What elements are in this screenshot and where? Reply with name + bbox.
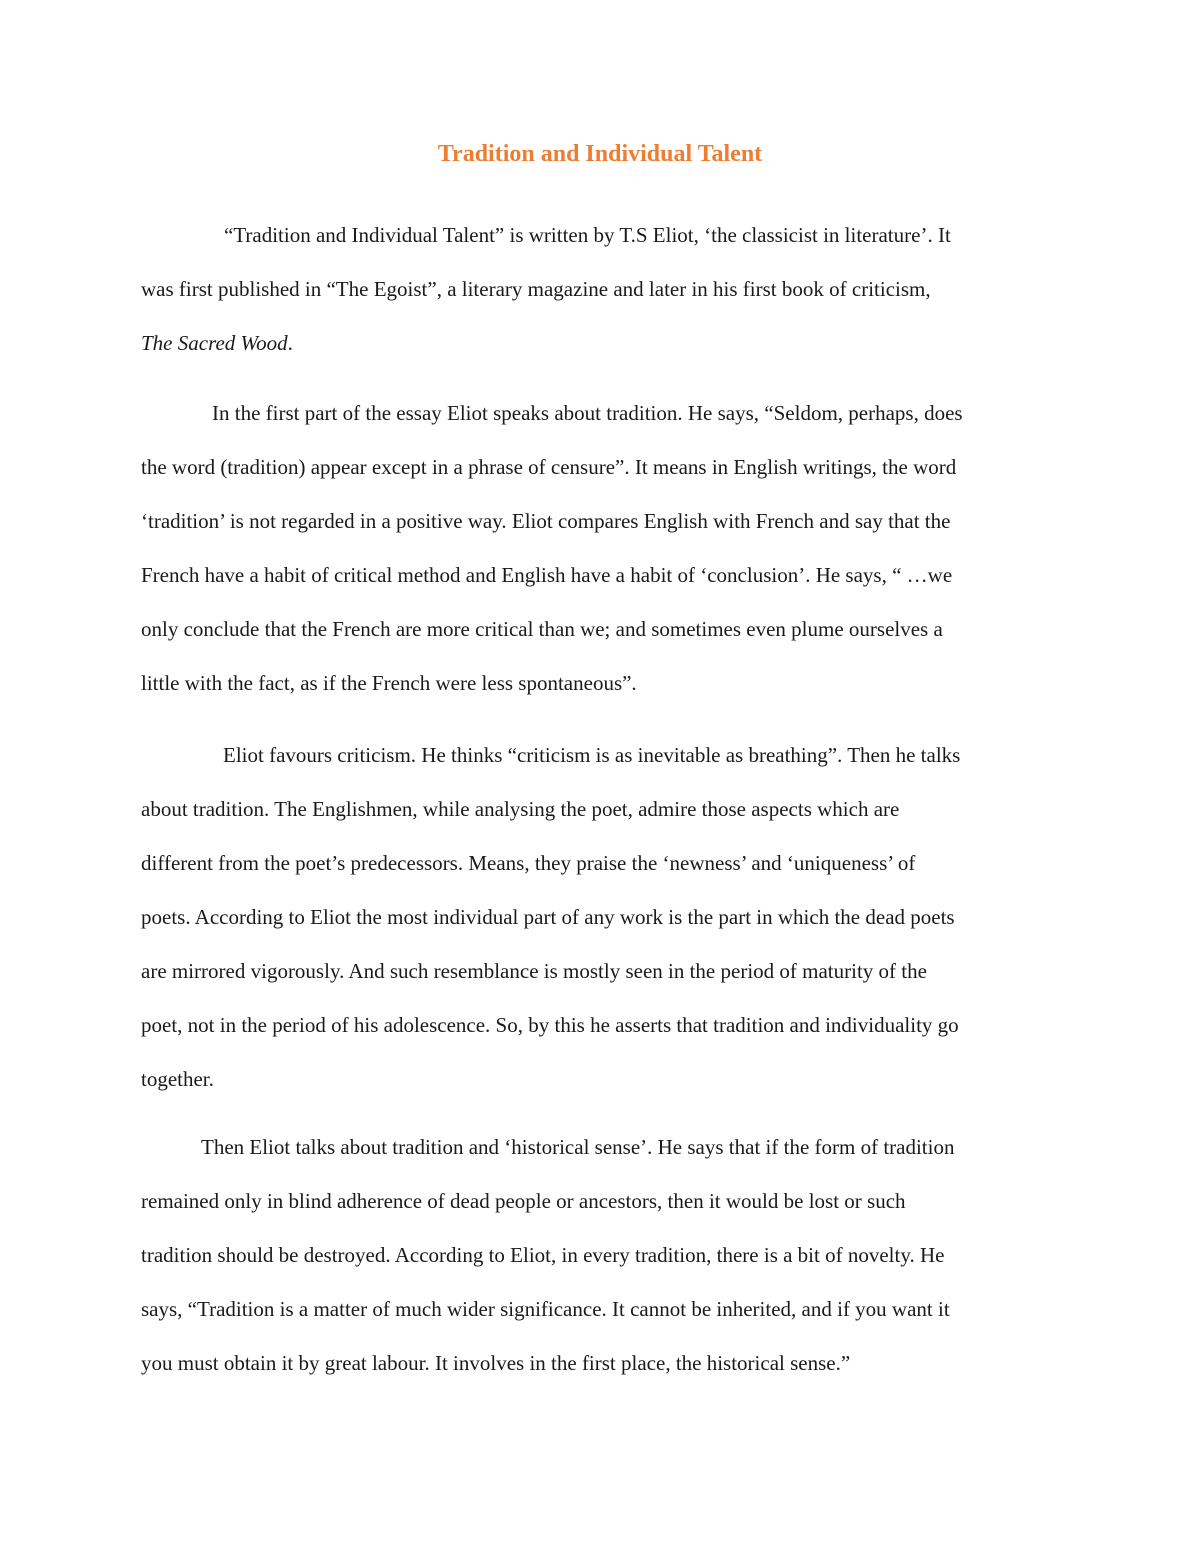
paragraph-line (141, 316, 1061, 370)
paragraph-line: you must obtain it by great labour. It involves in the first place, the historical sense.” (141, 1351, 851, 1375)
paragraph-line: together. (141, 1067, 214, 1091)
document-title: Tradition and Individual Talent (437, 141, 763, 167)
paragraph-line: says, “Tradition is a matter of much wider significance. It cannot be inherited, and if you want it (141, 1297, 950, 1321)
paragraph-line: the word (tradition) appear except in a phrase of censure”. It means in English writings, the word (141, 455, 957, 479)
paragraph-3 (141, 728, 1061, 1106)
paragraph-line: remained only in blind adherence of dead people or ancestors, then it would be lost or such (141, 1189, 906, 1213)
paragraph-4 (141, 1120, 1061, 1390)
punctuation: . (287, 331, 293, 355)
paragraph-line: was first published in “The Egoist”, a literary magazine and later in his first book of criticism, (141, 277, 931, 301)
paragraph-line: little with the fact, as if the French were less spontaneous”. (141, 671, 637, 695)
paragraph-line: “Tradition and Individual Talent” is written by T.S Eliot, ‘the classicist in literature’. It (224, 223, 951, 247)
paragraph-line: are mirrored vigorously. And such resemblance is mostly seen in the period of maturity of the (141, 959, 927, 983)
paragraph-1 (141, 208, 1061, 370)
paragraph-line: ‘tradition’ is not regarded in a positive way. Eliot compares English with French and say that the (141, 509, 951, 533)
paragraph-line: only conclude that the French are more critical than we; and sometimes even plume ourselves a (141, 617, 943, 641)
paragraph-line: about tradition. The Englishmen, while analysing the poet, admire those aspects which are (141, 797, 900, 821)
paragraph-line: poet, not in the period of his adolescence. So, by this he asserts that tradition and individuality go (141, 1013, 959, 1037)
paragraph-line: tradition should be destroyed. According to Eliot, in every tradition, there is a bit of novelty. He (141, 1243, 945, 1267)
paragraph-line: Then Eliot talks about tradition and ‘historical sense’. He says that if the form of tradition (201, 1135, 955, 1159)
paragraph-line: Eliot favours criticism. He thinks “criticism is as inevitable as breathing”. Then he talks (223, 743, 961, 767)
paragraph-line: French have a habit of critical method and English have a habit of ‘conclusion’. He says, “ …we (141, 563, 953, 587)
paragraph-2 (141, 386, 1061, 710)
paragraph-line: In the first part of the essay Eliot speaks about tradition. He says, “Seldom, perhaps, does (212, 401, 963, 425)
book-title: The Sacred Wood (141, 331, 288, 355)
paragraph-line: poets. According to Eliot the most individual part of any work is the part in which the dead poets (141, 905, 955, 929)
paragraph-line: different from the poet’s predecessors. Means, they praise the ‘newness’ and ‘uniqueness’ of (141, 851, 916, 875)
